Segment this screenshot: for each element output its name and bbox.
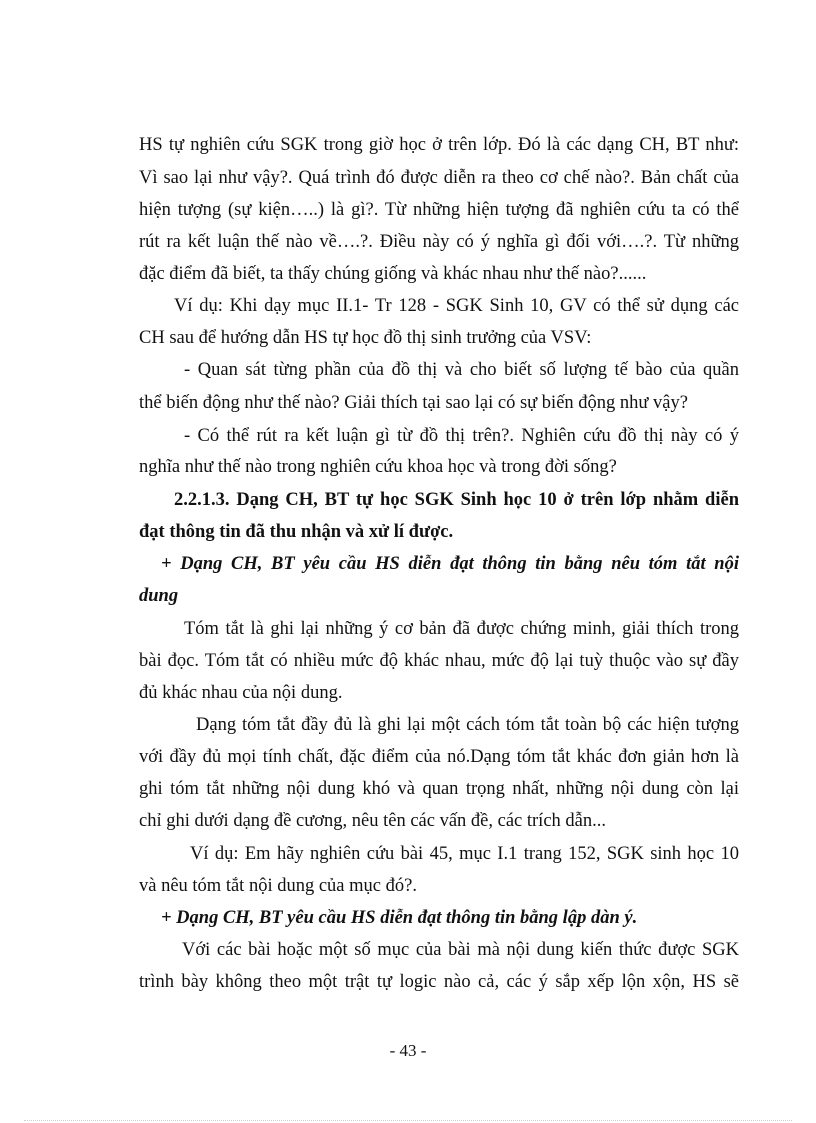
text-line: nghĩa như thế nào trong nghiên cứu khoa học và trong đời sống? [139,457,617,477]
section-heading: 2.2.1.3. Dạng CH, BT tự học SGK Sinh học 10 ở trên lớp nhằm diễn [174,490,739,510]
page-bottom-divider [24,1120,792,1121]
text-line: chỉ ghi dưới dạng đề cương, nêu tên các vấn đề, các trích dẫn... [139,811,606,831]
text-line: Tóm tắt là ghi lại những ý cơ bản đã được chứng minh, giải thích trong [184,619,739,639]
text-line: rút ra kết luận thế nào về….?. Điều này có ý nghĩa gì đối với….?. Từ những [139,232,739,252]
text-line: và nêu tóm tắt nội dung của mục đó?. [139,876,417,896]
example-paragraph: Ví dụ: Khi dạy mục II.1- Tr 128 - SGK Sinh 10, GV có thể sử dụng các [174,296,739,316]
text-line: đặc điểm đã biết, ta thấy chúng giống và khác nhau như thế nào?...... [139,264,647,284]
text-line: CH sau để hướng dẫn HS tự học đồ thị sinh trưởng của VSV: [139,328,592,348]
text-line: ghi tóm tắt những nội dung khó và quan trọng nhất, những nội dung còn lại [139,779,739,799]
example-paragraph: Ví dụ: Em hãy nghiên cứu bài 45, mục I.1 trang 152, SGK sinh học 10 [190,844,739,864]
page-number: - 43 - [389,1041,427,1060]
bullet-line: - Quan sát từng phần của đồ thị và cho biết số lượng tế bào của quần [184,360,739,380]
subheading: + Dạng CH, BT yêu cầu HS diễn đạt thông tin bằng lập dàn ý. [161,908,638,928]
text-line: thể biến động như thế nào? Giải thích tại sao lại có sự biến động như vậy? [139,393,688,413]
text-line: Vì sao lại như vậy?. Quá trình đó được diễn ra theo cơ chế nào?. Bản chất của [139,168,739,188]
text-line: đủ khác nhau của nội dung. [139,683,343,703]
section-heading-cont: đạt thông tin đã thu nhận và xử lí được. [139,522,454,542]
text-line: Dạng tóm tắt đầy đủ là ghi lại một cách tóm tắt toàn bộ các hiện tượng [196,715,739,735]
bullet-line: - Có thể rút ra kết luận gì từ đồ thị trên?. Nghiên cứu đồ thị này có ý [184,426,739,446]
text-line: HS tự nghiên cứu SGK trong giờ học ở trên lớp. Đó là các dạng CH, BT như: [139,135,739,155]
text-line: hiện tượng (sự kiện…..) là gì?. Từ những hiện tượng đã nghiên cứu ta có thể [139,200,739,220]
text-line: trình bày không theo một trật tự logic nào cả, các ý sắp xếp lộn xộn, HS sẽ [139,972,739,992]
text-line: Với các bài hoặc một số mục của bài mà nội dung kiến thức được SGK [182,940,739,960]
subheading: + Dạng CH, BT yêu cầu HS diễn đạt thông tin bằng nêu tóm tắt nội [161,554,739,574]
text-line: bài đọc. Tóm tắt có nhiều mức độ khác nhau, mức độ lại tuỳ thuộc vào sự đầy [139,651,739,671]
text-line: với đầy đủ mọi tính chất, đặc điểm của nó.Dạng tóm tắt khác đơn giản hơn là [139,747,739,767]
subheading-cont: dung [139,586,179,606]
